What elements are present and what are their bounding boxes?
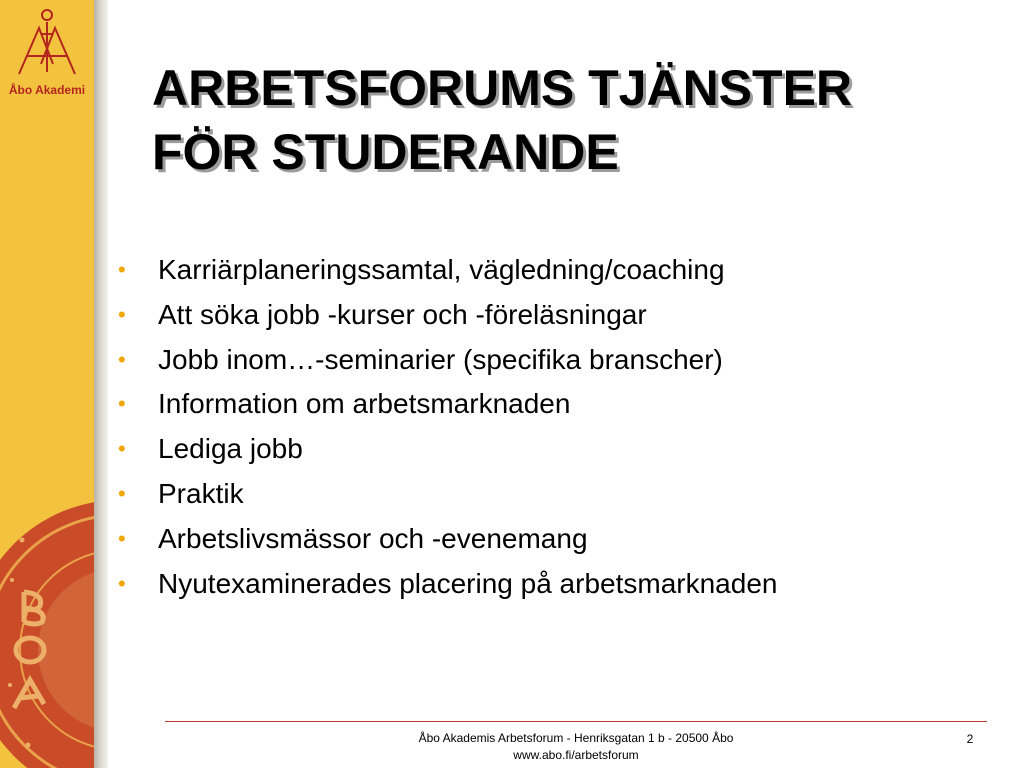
bullet-dot-icon: • <box>118 346 126 372</box>
bullet-text: Att söka jobb -kurser och -föreläsningar <box>158 298 647 330</box>
bullet-text: Karriärplaneringssamtal, vägledning/coaching <box>158 254 725 285</box>
footer <box>376 730 776 764</box>
bullet-list <box>118 248 998 606</box>
bullet-text: Praktik <box>158 477 244 509</box>
bullet-dot-icon: • <box>118 480 126 506</box>
sidebar-band <box>0 0 94 768</box>
slide-title-line2: FÖR STUDERANDE <box>152 124 619 180</box>
bullet-dot-icon: • <box>118 391 126 417</box>
bullet-text: Jobb inom…-seminarier (specifika branscher) <box>158 343 723 375</box>
page-number: 2 <box>966 732 974 746</box>
list-item <box>118 517 998 562</box>
bullet-text: Nyutexaminerades placering på arbetsmarknaden <box>158 567 778 599</box>
bullet-dot-icon: • <box>118 525 126 551</box>
footer-url: www.abo.fi/arbetsforum <box>513 748 639 762</box>
footer-divider <box>165 721 987 722</box>
slide-title-line1: ARBETSFORUMS TJÄNSTER <box>152 60 853 116</box>
list-item <box>118 472 998 517</box>
seal-emblem-icon <box>0 500 94 768</box>
logo-emblem-icon <box>7 6 87 78</box>
list-item <box>118 293 998 338</box>
bullet-text: Lediga jobb <box>158 433 303 465</box>
slide-title <box>152 56 992 184</box>
bullet-text: Arbetslivsmässor och -evenemang <box>158 522 588 554</box>
logo-text: Åbo Akademi <box>8 83 86 97</box>
bullet-dot-icon: • <box>118 257 126 282</box>
list-item <box>118 382 998 427</box>
abo-akademi-logo <box>0 6 94 98</box>
list-item <box>118 338 998 383</box>
footer-address: Åbo Akademis Arbetsforum - Henriksgatan 1 b - 20500 Åbo <box>418 731 734 745</box>
list-item <box>118 248 998 293</box>
list-item <box>118 562 998 607</box>
sidebar-shadow <box>94 0 108 768</box>
bullet-dot-icon: • <box>118 301 126 327</box>
bullet-dot-icon: • <box>118 570 126 596</box>
bullet-text: Information om arbetsmarknaden <box>158 388 571 420</box>
list-item <box>118 427 998 472</box>
bullet-dot-icon: • <box>118 436 126 462</box>
